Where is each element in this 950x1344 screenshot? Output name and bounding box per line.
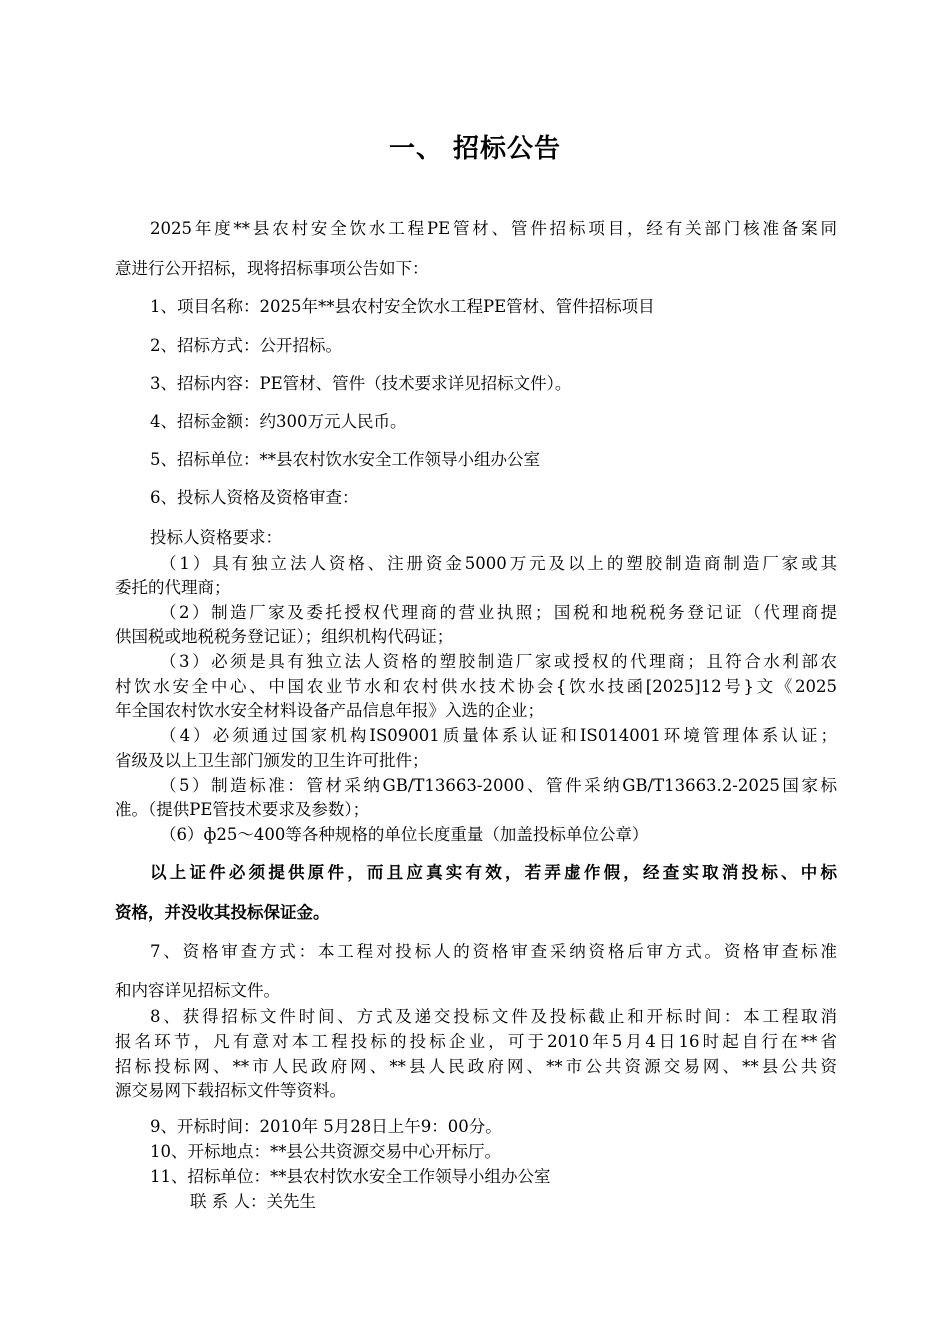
item-10-opening-place: 10、开标地点：**县公共资源交易中心开标厅。 <box>150 1142 501 1161</box>
req-2-line-2: 供国税或地税税务登记证）；组织机构代码证； <box>115 627 454 646</box>
req-3-line-1: （3）必须是具有独立法人资格的塑胶制造厂家或授权的代理商；且符合水利部农 <box>160 652 837 671</box>
notice-bold-line-1: 以上证件必须提供原件，而且应真实有效，若弄虚作假，经查实取消投标、中标 <box>150 863 837 882</box>
contact-person: 联 系 人：关先生 <box>190 1192 316 1211</box>
intro-line-1: 2025年度**县农村安全饮水工程PE管材、管件招标项目，经有关部门核准备案同 <box>150 219 837 238</box>
req-6-line-1: （6）ф25～400等各种规格的单位长度重量（加盖投标单位公章） <box>160 825 649 844</box>
notice-bold-line-2: 资格，并没收其投标保证金。 <box>115 903 330 922</box>
req-1-line-2: 委托的代理商； <box>115 578 231 597</box>
item-2-bid-method: 2、招标方式：公开招标。 <box>150 336 342 355</box>
item-7-line-1: 7、资格审查方式：本工程对投标人的资格审查采纳资格后审方式。资格审查标准 <box>150 942 837 961</box>
intro-line-2: 意进行公开招标，现将招标事项公告如下： <box>115 259 429 278</box>
qualification-heading: 投标人资格要求： <box>150 528 282 547</box>
item-4-bid-amount: 4、招标金额：约300万元人民币。 <box>150 412 407 431</box>
item-11-bid-unit: 11、招标单位：**县农村饮水安全工作领导小组办公室 <box>150 1167 551 1186</box>
item-8-line-4: 源交易网下载招标文件等资料。 <box>115 1081 346 1100</box>
item-9-opening-time: 9、开标时间：2010年 5月28日上午9：00分。 <box>150 1117 502 1136</box>
req-3-line-3: 年全国农村饮水安全材料设备产品信息年报》入选的企业； <box>115 701 544 720</box>
item-1-project-name: 1、项目名称：2025年**县农村安全饮水工程PE管材、管件招标项目 <box>150 297 655 316</box>
req-5-line-2: 准。（提供PE管技术要求及参数）； <box>115 800 370 819</box>
page-title: 一、 招标公告 <box>388 134 562 164</box>
req-5-line-1: （5）制造标准：管材采纳GB/T13663-2000、管件采纳GB/T13663.2-2025国家标 <box>160 776 837 795</box>
item-8-line-2: 报名环节，凡有意对本工程投标的投标企业，可于2010年5月4日16时起自行在**省 <box>115 1032 837 1051</box>
req-2-line-1: （2）制造厂家及委托授权代理商的营业执照；国税和地税税务登记证（代理商提 <box>160 603 837 622</box>
item-6-qualification: 6、投标人资格及资格审查： <box>150 488 359 507</box>
item-3-bid-content: 3、招标内容：PE管材、管件（技术要求详见招标文件）。 <box>150 374 572 393</box>
item-8-line-1: 8、获得招标文件时间、方式及递交投标文件及投标截止和开标时间：本工程取消 <box>150 1007 837 1026</box>
item-5-bid-unit: 5、招标单位：**县农村饮水安全工作领导小组办公室 <box>150 450 540 469</box>
req-4-line-2: 省级及以上卫生部门颁发的卫生许可批件； <box>115 751 429 770</box>
item-7-line-2: 和内容详见招标文件。 <box>115 981 280 1000</box>
req-4-line-1: （4）必须通过国家机构IS09001质量体系认证和IS014001环境管理体系认证； <box>160 726 837 745</box>
req-1-line-1: （1）具有独立法人资格、注册资金5000万元及以上的塑胶制造商制造厂家或其 <box>160 554 837 573</box>
req-3-line-2: 村饮水安全中心、中国农业节水和农村供水技术协会{饮水技函[2025]12号}文《2025 <box>115 677 837 696</box>
item-8-line-3: 招标投标网、**市人民政府网、**县人民政府网、**市公共资源交易网、**县公共资 <box>115 1057 837 1076</box>
